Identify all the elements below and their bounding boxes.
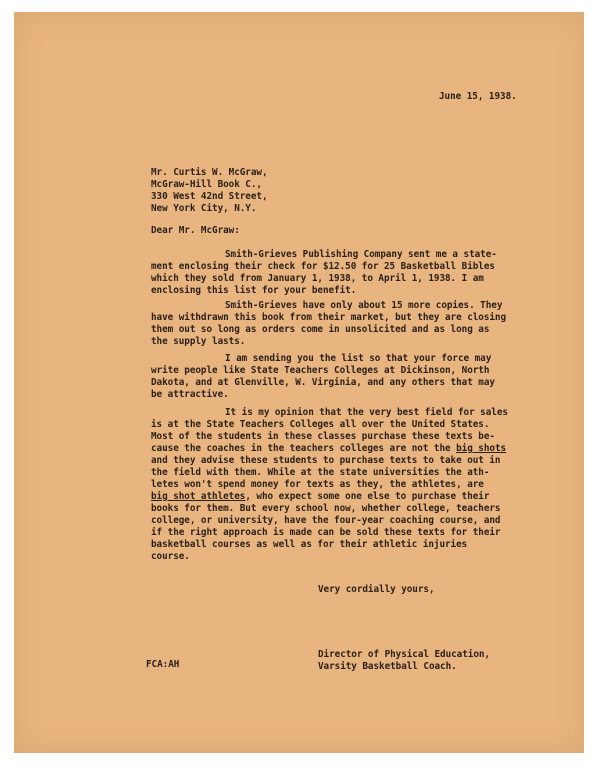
letter-date: June 15, 1938.	[439, 91, 517, 102]
recipient-city: New York City, N.Y.	[151, 203, 257, 214]
signature-title-block	[318, 649, 490, 673]
signature-title-line-2: Varsity Basketball Coach.	[318, 661, 457, 672]
paragraph-4-line-13: course.	[151, 551, 190, 562]
text-line	[151, 443, 508, 455]
paragraph-4-line-7: letes won't spend money for texts as they, the athletes, are	[151, 479, 484, 490]
paragraph-4	[151, 407, 508, 563]
text-line	[151, 300, 506, 312]
underlined-phrase: big shots	[456, 443, 507, 454]
paragraph-1-line-2: ment enclosing their check for $12.50 for 25 Basketball Bibles	[151, 261, 495, 272]
recipient-street: 330 West 42nd Street,	[151, 191, 268, 202]
paragraph-3	[151, 353, 495, 401]
paragraph-4-line-10: college, or university, have the four-year coaching course, and	[151, 515, 501, 526]
paragraph-2-line-4: the supply lasts.	[151, 336, 246, 347]
letter-sheet	[14, 12, 584, 753]
paragraph-1	[151, 249, 497, 297]
paragraph-4-line-8: , who expect some one else to purchase their	[245, 491, 490, 502]
paragraph-3-line-1: I am sending you the list so that your force may	[225, 353, 492, 364]
recipient-address	[151, 167, 268, 215]
paragraph-1-line-4: enclosing this list for your benefit.	[151, 285, 357, 296]
reference-initials: FCA:AH	[146, 659, 180, 670]
recipient-name: Mr. Curtis W. McGraw,	[151, 167, 268, 178]
signature-title-line-1: Director of Physical Education,	[318, 649, 490, 660]
paragraph-2-line-1: Smith-Grieves have only about 15 more copies. They	[225, 300, 503, 311]
underlined-phrase: big shot athletes	[151, 491, 246, 502]
paragraph-1-line-3: which they sold from January 1, 1938, to April 1, 1938. I am	[151, 273, 484, 284]
paragraph-2-line-3: them out so long as orders come in unsolicited and as long as	[151, 324, 490, 335]
text-line	[151, 249, 497, 261]
salutation: Dear Mr. McGraw:	[151, 225, 240, 236]
paragraph-4-line-9: books for them. But every school now, whether college, teachers	[151, 503, 501, 514]
paragraph-4-line-2: is at the State Teachers Colleges all over the United States.	[151, 419, 490, 430]
paragraph-2	[151, 300, 506, 348]
paragraph-4-line-1: It is my opinion that the very best field for sales	[225, 407, 508, 418]
closing: Very cordially yours,	[318, 584, 435, 595]
paragraph-4-line-5: and they advise these students to purchase texts to take out in	[151, 455, 501, 466]
paragraph-3-line-2: write people like State Teachers Colleges at Dickinson, North	[151, 365, 490, 376]
paragraph-3-line-4: be attractive.	[151, 389, 229, 400]
paragraph-3-line-3: Dakota, and at Glenville, W. Virginia, and any others that may	[151, 377, 495, 388]
paragraph-2-line-2: have withdrawn this book from their market, but they are closing	[151, 312, 507, 323]
paragraph-4-line-4: cause the coaches in the teachers colleges are not the	[151, 443, 457, 454]
paragraph-4-line-11: if the right approach is made can be sold these texts for their	[151, 527, 501, 538]
text-line	[151, 353, 495, 365]
paragraph-4-line-3: Most of the students in these classes purchase these texts be-	[151, 431, 495, 442]
recipient-company: McGraw-Hill Book C.,	[151, 179, 262, 190]
paragraph-4-line-6: the field with them. While at the state universities the ath-	[151, 467, 490, 478]
paragraph-4-line-12: basketball courses as well as for their athletic injuries	[151, 539, 468, 550]
text-line	[151, 491, 508, 503]
paragraph-1-line-1: Smith-Grieves Publishing Company sent me a state-	[225, 249, 497, 260]
text-line	[151, 407, 508, 419]
